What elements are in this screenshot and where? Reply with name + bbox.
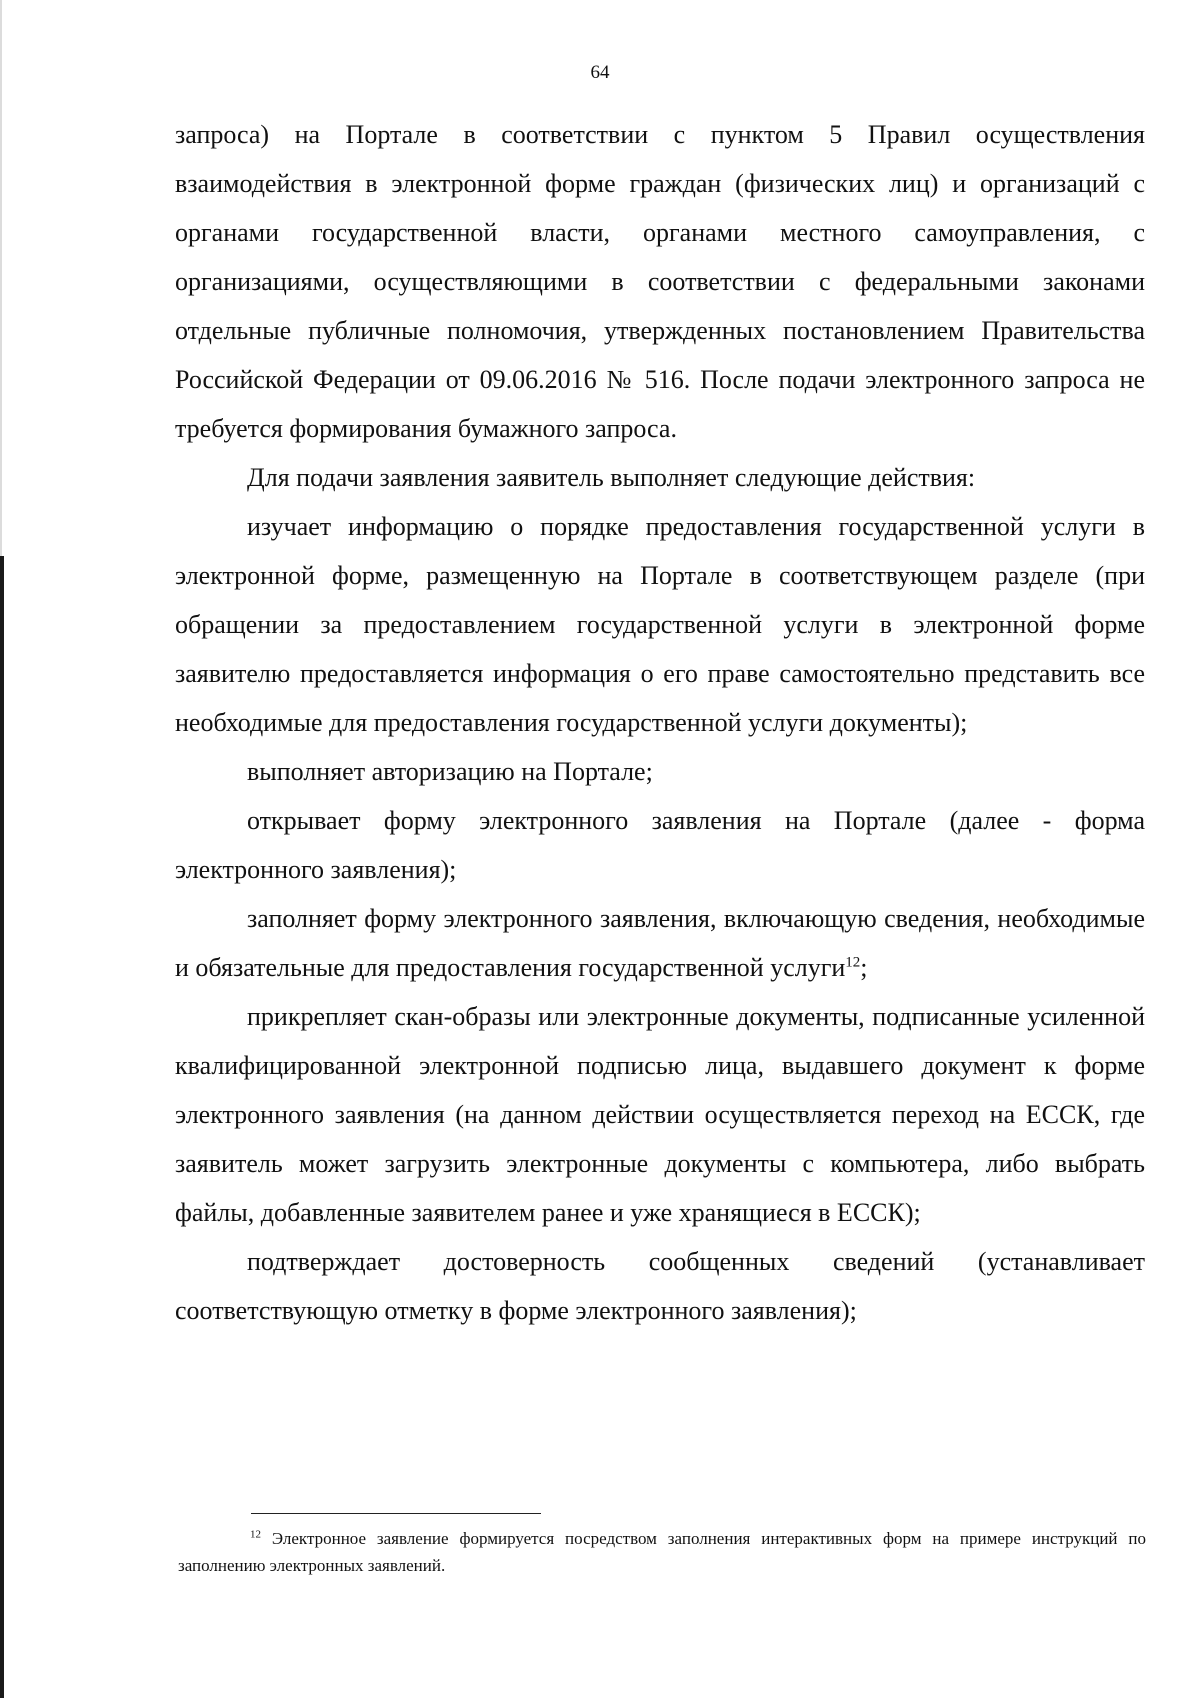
footnote-text: Электронное заявление формируется посредством заполнения интерактивных форм на примере инструкций по заполнению электронных заявлений. — [178, 1529, 1147, 1575]
body-text — [175, 110, 1145, 1335]
paragraph: открывает форму электронного заявления на Портале (далее - форма электронного заявления); — [175, 806, 1145, 884]
paragraph: Для подачи заявления заявитель выполняет следующие действия: — [247, 463, 976, 492]
paragraph: выполняет авторизацию на Портале; — [247, 757, 653, 786]
footnote-separator — [251, 1513, 541, 1514]
paragraph: запроса) на Портале в соответствии с пунктом 5 Правил осуществления взаимодействия в электронной форме граждан (физических лиц) и организаций с органами государственной власти, органами местного самоуправления, с организациями, осуществляющими в соответствии с федеральными законами отдельные публичные полномочия, утвержденных постановлением Правительства Российской Федерации от 09.06.2016 № 516. После подачи электронного запроса не требуется формирования бумажного запроса. — [175, 120, 1145, 443]
paragraph-with-footnote-ref — [175, 894, 1145, 992]
footnote — [178, 1525, 1146, 1579]
footnote-reference: 12 — [845, 954, 861, 971]
paragraph: изучает информацию о порядке предоставления государственной услуги в электронной форме, размещенную на Портале в соответствующем разделе (при обращении за предоставлением государственной услуги в электронной форме заявителю предоставляется информация о его праве самостоятельно представить все необходимые для предоставления государственной услуги документы); — [175, 512, 1145, 737]
page-number: 64 — [590, 62, 610, 83]
scan-edge-shadow — [0, 556, 4, 1698]
paragraph-text: заполняет форму электронного заявления, включающую сведения, необходимые и обязательные для предоставления государственной услуги — [175, 904, 1145, 982]
footnote-marker: 12 — [250, 1528, 261, 1541]
paragraph: прикрепляет скан-образы или электронные документы, подписанные усиленной квалифицированной электронной подписью лица, выдавшего документ к форме электронного заявления (на данном действии осуществляется переход на ЕССК, где заявитель может загрузить электронные документы с компьютера, либо выбрать файлы, добавленные заявителем ранее и уже хранящиеся в ЕССК); — [175, 1002, 1145, 1227]
paragraph-tail: ; — [860, 953, 868, 982]
paragraph: подтверждает достоверность сообщенных сведений (устанавливает соответствующую отметку в форме электронного заявления); — [175, 1247, 1145, 1325]
